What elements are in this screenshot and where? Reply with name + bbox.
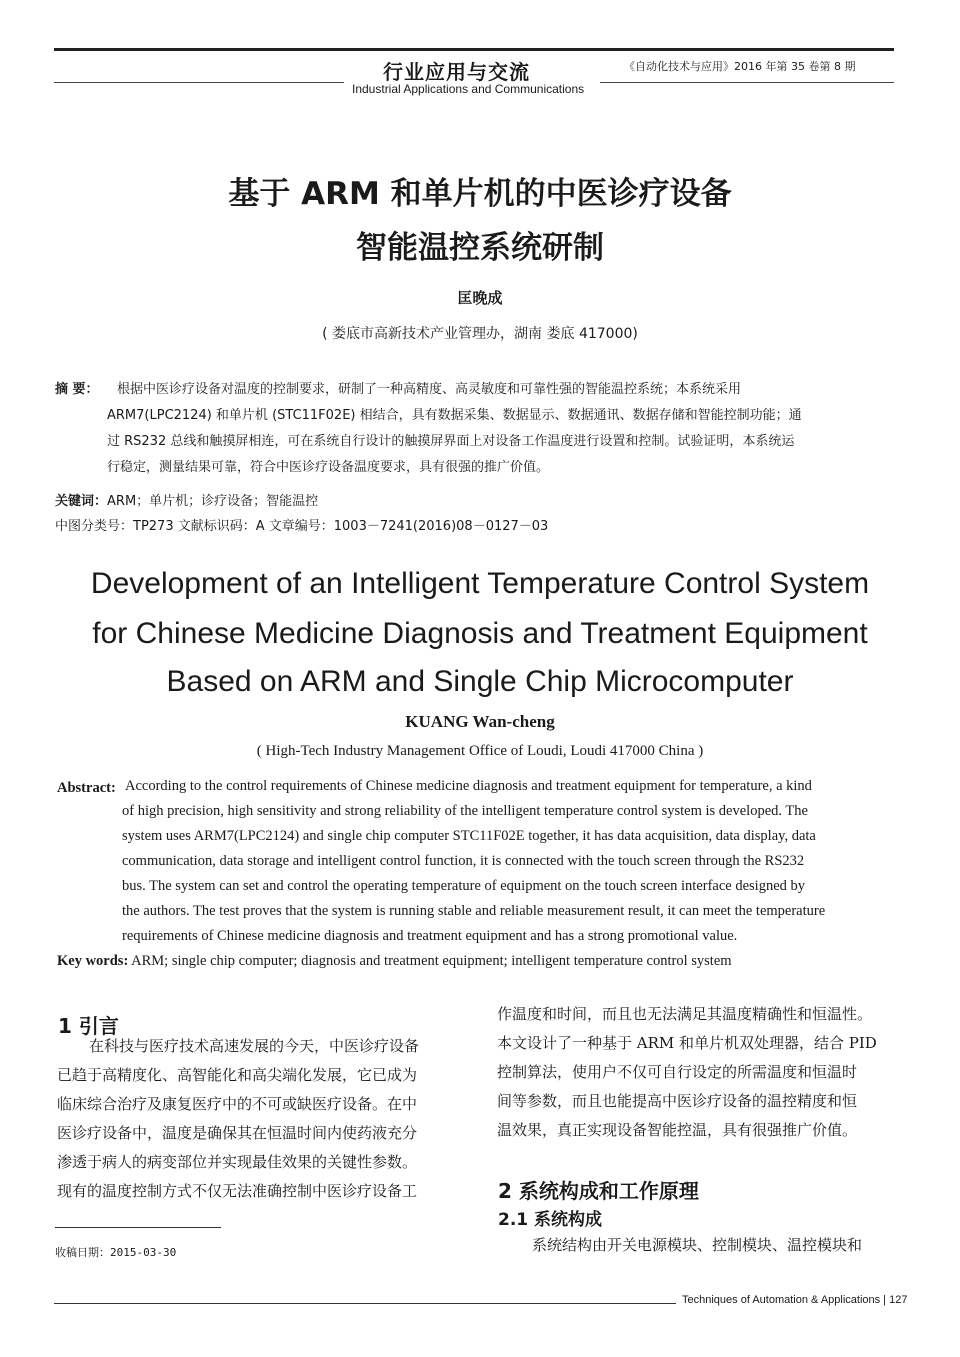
abstract-en-line: of high precision, high sensitivity and strong reliability of the intelligent temperature control system is developed. The: [122, 803, 808, 819]
body-line: 间等参数，而且也能提高中医诊疗设备的温控精度和恒: [497, 1092, 858, 1110]
body-line: 已趋于高精度化、高智能化和高尖端化发展，它已成为: [57, 1066, 418, 1084]
keywords-en: [57, 953, 732, 970]
paper-title-en-line3: Based on ARM and Single Chip Microcomputer: [166, 665, 794, 698]
abstract-en-line: the authors. The test proves that the system is running stable and reliable measurement result, it can meet the temperature: [122, 903, 826, 919]
body-line: 现有的温度控制方式不仅无法准确控制中医诊疗设备工: [57, 1182, 418, 1200]
body-line: 温效果，真正实现设备智能控温，具有很强推广价值。: [497, 1121, 858, 1139]
abstract-en-line: system uses ARM7(LPC2124) and single chip computer STC11F02E together, it has data acquisition, data display, data: [122, 828, 816, 844]
footer-rule: [54, 1303, 676, 1304]
affiliation-en: ( High-Tech Industry Management Office of Loudi, Loudi 417000 China ): [256, 743, 704, 759]
keywords-cn-text: ARM；单片机；诊疗设备；智能温控: [107, 494, 319, 509]
abstract-cn-line: ARM7(LPC2124) 和单片机 (STC11F02E) 相结合，具有数据采集、数据显示、数据通讯、数据存储和智能控制功能；通: [107, 408, 802, 423]
abstract-en-line: bus. The system can set and control the operating temperature of equipment on the touch screen interface designed by: [122, 878, 806, 894]
abstract-cn-line: 根据中医诊疗设备对温度的控制要求，研制了一种高精度、高灵敏度和可靠性强的智能温控系统；本系统采用: [117, 382, 742, 397]
author-cn: 匡晚成: [457, 289, 503, 307]
body-line: 作温度和时间，而且也无法满足其温度精确性和恒温性。: [497, 1005, 873, 1023]
author-en: KUANG Wan-cheng: [405, 712, 555, 731]
abstract-en-line: communication, data storage and intelligent control function, it is connected with the touch screen through the RS232: [122, 853, 805, 869]
abstract-cn: [55, 377, 897, 487]
body-line: 控制算法，使用户不仅可自行设定的所需温度和恒温时: [497, 1063, 858, 1081]
section-1-heading: 1 引言: [58, 1014, 119, 1038]
keywords-cn: [55, 490, 318, 509]
paper-title-cn-line2: 智能温控系统研制: [356, 230, 604, 266]
footer-text: Techniques of Automation & Applications | 127: [682, 1294, 908, 1306]
affiliation-cn: ( 娄底市高新技术产业管理办，湖南 娄底 417000): [322, 326, 638, 342]
abstract-en-line: According to the control requirements of Chinese medicine diagnosis and treatment equipment for temperature, a kind: [125, 778, 812, 794]
abstract-cn-line: 过 RS232 总线和触摸屏相连，可在系统自行设计的触摸屏界面上对设备工作温度进行设置和控制。试验证明，本系统运: [107, 434, 795, 449]
section-1-body: [57, 1035, 477, 1205]
keywords-cn-label: 关键词：: [55, 494, 108, 509]
body-line: 临床综合治疗及康复医疗中的不可或缺医疗设备。在中: [57, 1095, 418, 1113]
body-line: 本文设计了一种基于 ARM 和单片机双处理器，结合 PID: [497, 1034, 877, 1052]
abstract-en-line: requirements of Chinese medicine diagnosis and treatment equipment and has a strong promotional value.: [122, 928, 738, 944]
paper-title-cn-line1: 基于 ARM 和单片机的中医诊疗设备: [228, 176, 732, 212]
section-title-en: Industrial Applications and Communications: [352, 82, 585, 96]
header-top-rule: [54, 48, 894, 51]
body-line: 医诊疗设备中，温度是确保其在恒温时间内使药液充分: [57, 1124, 418, 1142]
abstract-en: [57, 778, 901, 958]
header-left-rule: [54, 82, 344, 83]
abstract-en-label: Abstract:: [57, 780, 116, 796]
abstract-cn-label: 摘 要：: [55, 382, 99, 397]
journal-info: 《自动化技术与应用》2016 年第 35 卷第 8 期: [624, 60, 856, 73]
paper-title-en-line2: for Chinese Medicine Diagnosis and Treatment Equipment: [92, 617, 868, 650]
section-title-cn: 行业应用与交流: [383, 60, 530, 84]
section-2-1-heading: 2.1 系统构成: [498, 1210, 603, 1230]
classification-cn: 中图分类号：TP273 文献标识码：A 文章编号：1003－7241(2016)08－0127－03: [55, 519, 549, 534]
body-line: 系统结构由开关电源模块、控制模块、温控模块和: [532, 1236, 863, 1254]
received-date: 收稿日期：2015-03-30: [55, 1246, 177, 1259]
right-column-body: [497, 1003, 907, 1148]
paper-title-en-line1: Development of an Intelligent Temperature Control System: [90, 567, 870, 600]
header-right-rule: [600, 82, 894, 83]
abstract-cn-line: 行稳定，测量结果可靠，符合中医诊疗设备温度要求，具有很强的推广价值。: [107, 460, 550, 475]
footnote-rule: [55, 1227, 221, 1228]
keywords-en-text: ARM; single chip computer; diagnosis and treatment equipment; intelligent temperature control system: [131, 953, 732, 969]
body-line: 渗透于病人的病变部位并实现最佳效果的关键性参数。: [57, 1153, 418, 1171]
section-2-heading: 2 系统构成和工作原理: [498, 1179, 699, 1203]
body-line: 在科技与医疗技术高速发展的今天，中医诊疗设备: [89, 1037, 420, 1055]
keywords-en-label: Key words:: [57, 953, 129, 969]
